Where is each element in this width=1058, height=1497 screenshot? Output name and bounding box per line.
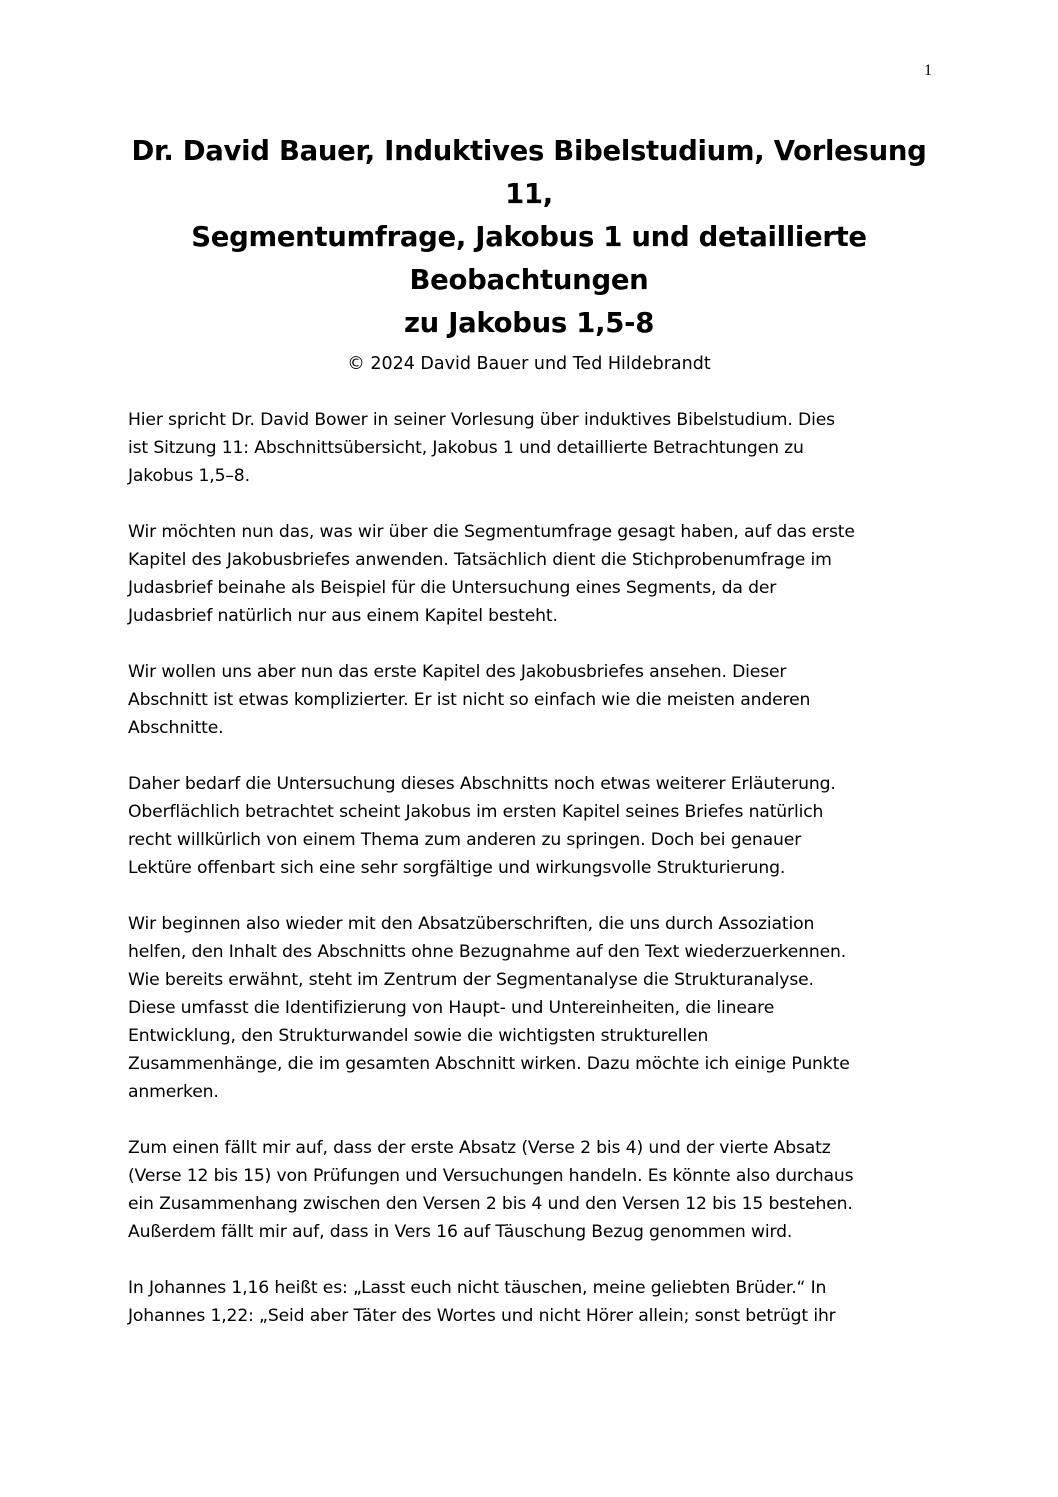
- text-line: Johannes 1,22: „Seid aber Täter des Wortes und nicht Hörer allein; sonst betrügt ihr: [128, 1306, 836, 1326]
- title-line: Segmentumfrage, Jakobus 1 und detaillierte: [191, 221, 867, 253]
- paragraph: [128, 658, 938, 742]
- text-line: Abschnitt ist etwas komplizierter. Er ist nicht so einfach wie die meisten anderen: [128, 690, 811, 710]
- paragraph: [128, 406, 938, 490]
- title-line: Beobachtungen: [409, 264, 649, 296]
- text-line: Zum einen fällt mir auf, dass der erste Absatz (Verse 2 bis 4) und der vierte Absatz: [128, 1138, 831, 1158]
- text-line: (Verse 12 bis 15) von Prüfungen und Versuchungen handeln. Es könnte also durchaus: [128, 1166, 854, 1186]
- copyright-notice: © 2024 David Bauer und Ted Hildebrandt: [347, 354, 711, 374]
- text-line: Oberflächlich betrachtet scheint Jakobus im ersten Kapitel seines Briefes natürlich: [128, 802, 824, 822]
- text-line: anmerken.: [128, 1082, 219, 1102]
- text-line: Wie bereits erwähnt, steht im Zentrum der Segmentanalyse die Strukturanalyse.: [128, 970, 814, 990]
- text-line: In Johannes 1,16 heißt es: „Lasst euch nicht täuschen, meine geliebten Brüder.“ In: [128, 1278, 827, 1298]
- text-line: Zusammenhänge, die im gesamten Abschnitt wirken. Dazu möchte ich einige Punkte: [128, 1054, 850, 1074]
- text-line: ein Zusammenhang zwischen den Versen 2 bis 4 und den Versen 12 bis 15 bestehen.: [128, 1194, 853, 1214]
- document-body: [128, 406, 938, 1358]
- paragraph: [128, 518, 938, 630]
- text-line: Jakobus 1,5–8.: [128, 466, 250, 486]
- document-title: [100, 130, 958, 345]
- text-line: Kapitel des Jakobusbriefes anwenden. Tatsächlich dient die Stichprobenumfrage im: [128, 550, 832, 570]
- text-line: Diese umfasst die Identifizierung von Haupt- und Untereinheiten, die lineare: [128, 998, 775, 1018]
- text-line: Hier spricht Dr. David Bower in seiner Vorlesung über induktives Bibelstudium. Dies: [128, 410, 835, 430]
- text-line: ist Sitzung 11: Abschnittsübersicht, Jakobus 1 und detaillierte Betrachtungen zu: [128, 438, 804, 458]
- page-number: 1: [924, 62, 932, 79]
- text-line: Außerdem fällt mir auf, dass in Vers 16 auf Täuschung Bezug genommen wird.: [128, 1222, 793, 1242]
- paragraph: [128, 770, 938, 882]
- text-line: Entwicklung, den Strukturwandel sowie die wichtigsten strukturellen: [128, 1026, 709, 1046]
- text-line: Daher bedarf die Untersuchung dieses Abschnitts noch etwas weiterer Erläuterung.: [128, 774, 836, 794]
- text-line: Lektüre offenbart sich eine sehr sorgfältige und wirkungsvolle Strukturierung.: [128, 858, 786, 878]
- text-line: Judasbrief beinahe als Beispiel für die Untersuchung eines Segments, da der: [128, 578, 777, 598]
- paragraph: [128, 910, 938, 1106]
- text-line: Abschnitte.: [128, 718, 224, 738]
- title-line: 11,: [505, 178, 553, 210]
- text-line: helfen, den Inhalt des Abschnitts ohne Bezugnahme auf den Text wiederzuerkennen.: [128, 942, 847, 962]
- paragraph: [128, 1274, 938, 1330]
- title-line: Dr. David Bauer, Induktives Bibelstudium, Vorlesung: [131, 135, 927, 167]
- text-line: Wir beginnen also wieder mit den Absatzüberschriften, die uns durch Assoziation: [128, 914, 815, 934]
- text-line: Wir wollen uns aber nun das erste Kapitel des Jakobusbriefes ansehen. Dieser: [128, 662, 787, 682]
- text-line: Wir möchten nun das, was wir über die Segmentumfrage gesagt haben, auf das erste: [128, 522, 855, 542]
- text-line: recht willkürlich von einem Thema zum anderen zu springen. Doch bei genauer: [128, 830, 802, 850]
- title-line: zu Jakobus 1,5-8: [403, 307, 655, 339]
- paragraph: [128, 1134, 938, 1246]
- text-line: Judasbrief natürlich nur aus einem Kapitel besteht.: [128, 606, 558, 626]
